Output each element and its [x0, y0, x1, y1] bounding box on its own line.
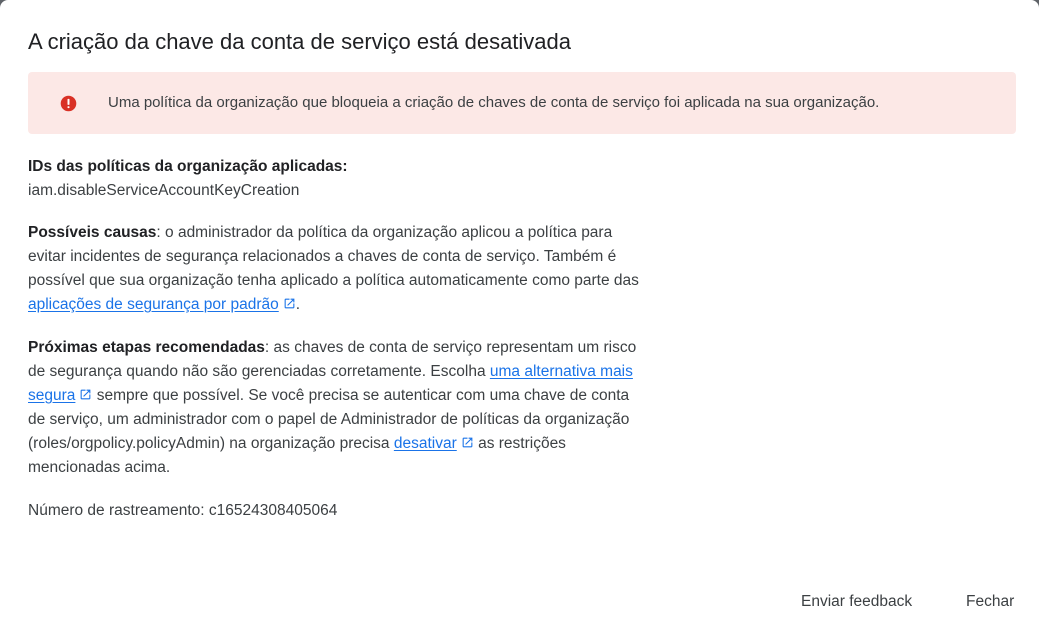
next-steps-heading: Próximas etapas recomendadas: [28, 339, 265, 356]
dialog-title: A criação da chave da conta de serviço está desativada: [28, 29, 572, 54]
possible-causes-section: [28, 221, 648, 317]
disable-constraint-link[interactable]: desativar: [393, 435, 457, 452]
causes-heading: Possíveis causas: [28, 224, 157, 241]
close-button[interactable]: Fechar: [966, 590, 1014, 614]
next-steps-text-2: sempre que possível. Se você precisa se autenticar com uma chave de conta de serviço, um administrador com o papel de Administrador de políticas da organização (roles/orgpolicy.policyAdmin) na organização precisa: [28, 387, 630, 452]
causes-text: : o administrador da política da organização aplicou a política para evitar incidentes de segurança relacionados a chaves de conta de serviço. Também é possível que sua organização tenha aplicado a política automaticamente como parte das: [28, 224, 639, 289]
next-steps-text-1: : as chaves de conta de serviço representam um risco de segurança quando não são gerenciadas corretamente. Escolha: [28, 339, 637, 380]
policy-id-value: iam.disableServiceAccountKeyCreation: [28, 182, 300, 199]
error-alert-banner: [28, 72, 1016, 134]
policy-ids-heading: IDs das políticas da organização aplicadas:: [28, 158, 348, 175]
alert-message: Uma política da organização que bloqueia a criação de chaves de conta de serviço foi aplicada na sua organização.: [108, 94, 880, 111]
safer-alternative-link[interactable]: uma alternativa mais segura: [28, 363, 633, 404]
causes-end: .: [295, 296, 301, 313]
security-defaults-link[interactable]: aplicações de segurança por padrão: [28, 296, 279, 313]
external-link-icon: [283, 297, 296, 310]
external-link-icon: [461, 436, 474, 449]
policy-ids-section: [28, 155, 648, 203]
tracking-number: Número de rastreamento: c16524308405064: [28, 502, 338, 519]
external-link-icon: [79, 388, 92, 401]
next-steps-text-3: as restrições mencionadas acima.: [28, 435, 566, 476]
next-steps-section: [28, 336, 648, 480]
error-icon: [60, 95, 77, 112]
send-feedback-button[interactable]: Enviar feedback: [801, 590, 912, 614]
